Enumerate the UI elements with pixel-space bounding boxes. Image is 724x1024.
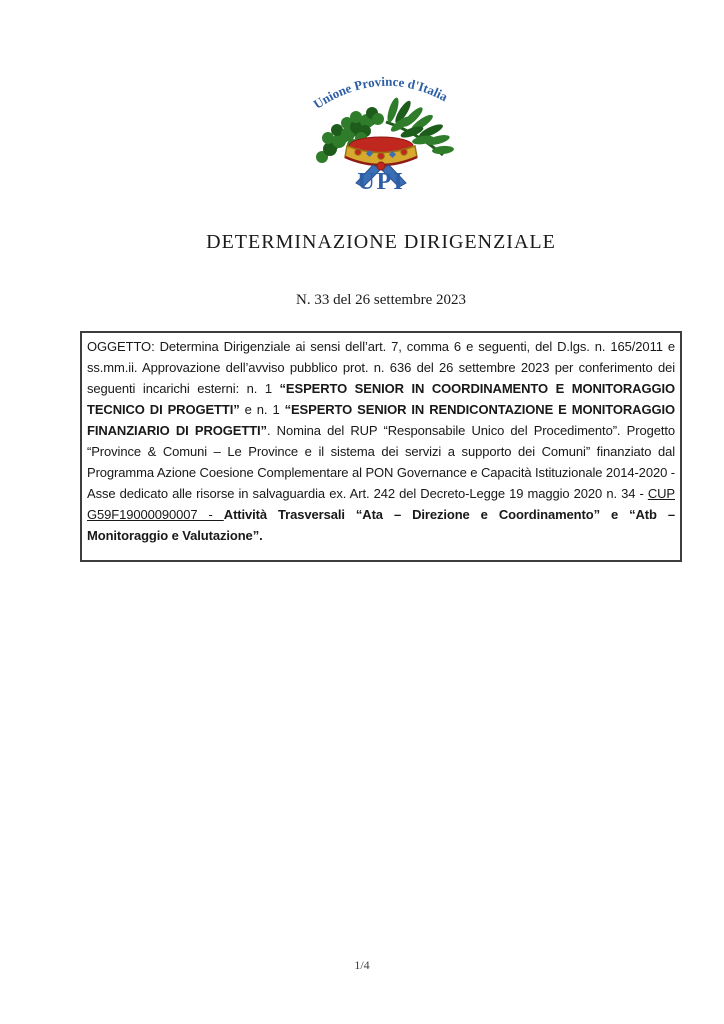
oggetto-segment: . Nomina del RUP “Responsabile Unico del Procedimento”. Progetto “Province & Comuni – Le Province e il sistema dei servizi a supporto dei Comuni” finanziato dal Programma Azione Coesione Complementare al PON Governance e Capacità Istituzionale 2014-2020 - Asse dedicato alle risorse in salvaguardia ex. Art. 242 del Decreto-Legge 19 maggio 2020 n. 34 -	[87, 423, 675, 501]
document-number: N. 33 del 26 settembre 2023	[296, 292, 466, 308]
logo-acronym: UPI	[357, 169, 405, 192]
logo-arc-text: Unione Province d'Italia	[310, 73, 451, 112]
oggetto-box	[80, 331, 682, 562]
oggetto-segment: “ESPERTO SENIOR IN COORDINAMENTO E MONITORAGGIO TECNICO DI PROGETTI”	[87, 381, 675, 417]
oggetto-segment: “ESPERTO SENIOR IN RENDICONTAZIONE E MONITORAGGIO FINANZIARIO DI PROGETTI”	[87, 402, 676, 438]
oggetto-segment: e n. 1	[239, 402, 285, 417]
page-title: DETERMINAZIONE DIRIGENZIALE	[206, 231, 556, 253]
oggetto-text	[87, 336, 675, 546]
oggetto-segment: OGGETTO: Determina Dirigenziale ai sensi dell’art. 7, comma 6 e seguenti, del D.lgs. n. 165/2011 e ss.mm.ii. Approvazione dell’avviso pubblico prot. n. 636 del 26 settembre 2023 per conferimento dei seguenti incarichi esterni: n. 1	[87, 339, 675, 396]
page-number: 1/4	[354, 958, 370, 972]
upi-logo	[301, 60, 461, 192]
oggetto-segment: CUP G59F19000090007 -	[87, 486, 675, 522]
oggetto-segment: Attività Trasversali “Ata – Direzione e Coordinamento” e “Atb – Monitoraggio e Valutazione”.	[87, 507, 675, 543]
upi-emblem-icon	[301, 60, 461, 192]
